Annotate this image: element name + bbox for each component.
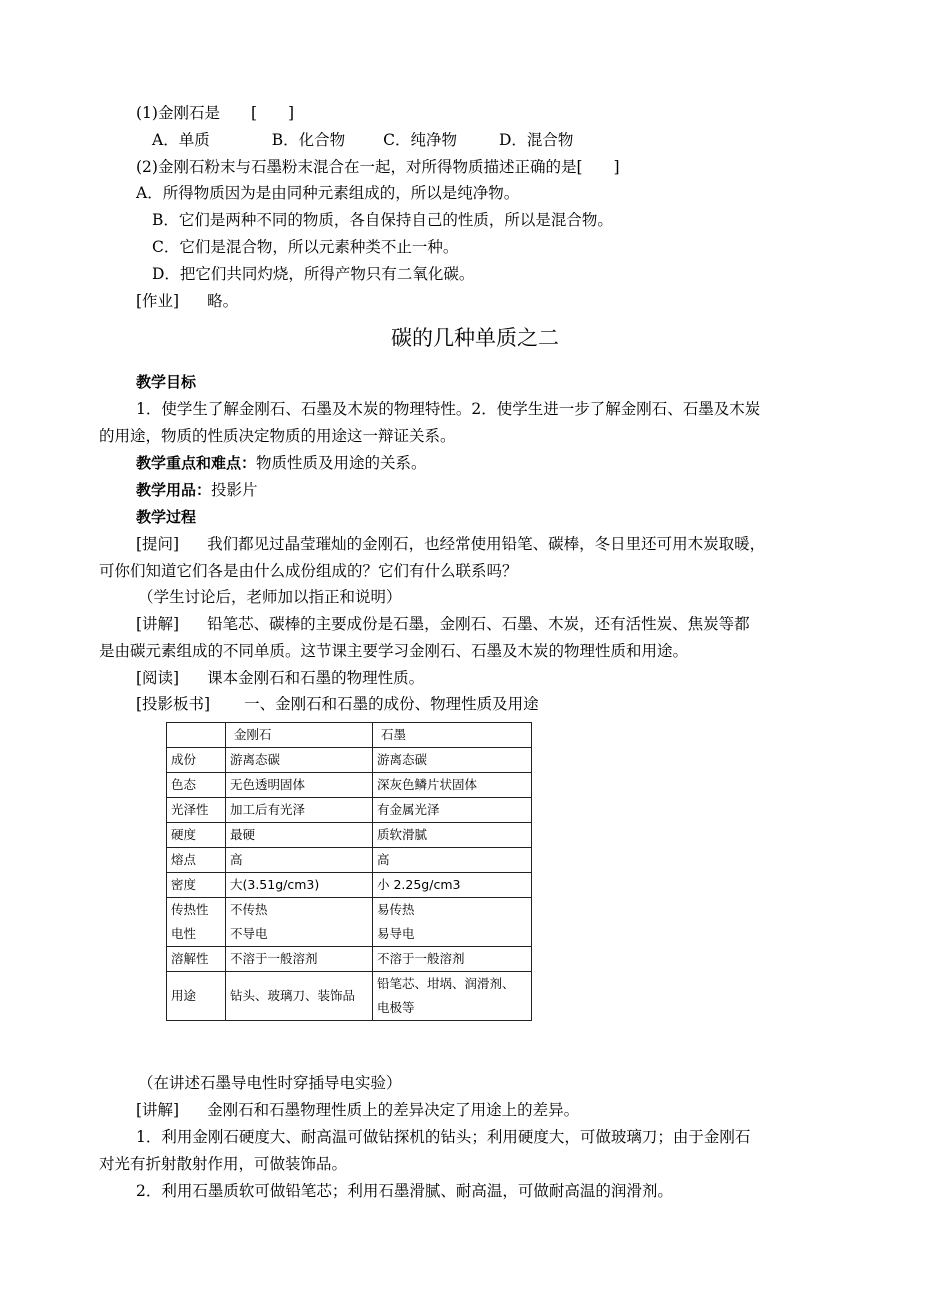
table-cell-graphite: 高 [373, 848, 532, 873]
table-cell-diamond-line-1: 不传热 [230, 902, 268, 917]
table-cell-diamond: 最硬 [226, 823, 373, 848]
table-cell-prop: 成份 [167, 748, 226, 773]
homework-tag: [作业] [136, 292, 180, 310]
tools-label: 教学用品： [136, 481, 212, 499]
q1-option-a: A．单质 [152, 131, 210, 149]
table-cell-prop: 用途 [167, 972, 226, 1021]
table-cell-graphite: 质软滑腻 [373, 823, 532, 848]
table-cell-diamond: 无色透明固体 [226, 773, 373, 798]
key-points-line [136, 453, 427, 473]
properties-table [166, 722, 532, 1021]
table-cell-prop-line-1: 传热性 [171, 902, 209, 917]
table-row [167, 823, 532, 848]
table-cell-diamond: 不溶于一般溶剂 [226, 947, 373, 972]
homework-text: 略。 [207, 292, 239, 310]
point-1-line-2: 对光有折射散射作用，可做装饰品。 [99, 1155, 348, 1173]
lecture2-line [136, 1100, 579, 1120]
question-1: (1)金刚石是 [ ] [136, 104, 295, 122]
table-cell-prop: 光泽性 [167, 798, 226, 823]
point-1-line-1: 1．利用金刚石硬度大、耐高温可做钻探机的钻头；利用硬度大，可做玻璃刀；由于金刚石 [136, 1128, 751, 1146]
table-cell-diamond: 加工后有光泽 [226, 798, 373, 823]
key-points-label: 教学重点和难点： [136, 454, 257, 472]
projection-line [136, 694, 539, 714]
table-cell-graphite-line-1: 易传热 [377, 902, 415, 917]
objectives-line-1: 1．使学生了解金刚石、石墨及木炭的物理特性。2．使学生进一步了解金刚石、石墨及木炭 [136, 400, 761, 418]
table-cell-graphite-line-1: 铅笔芯、坩埚、润滑剂、 [377, 976, 515, 991]
tools-line [136, 480, 258, 500]
table-cell-graphite-line-2: 电极等 [377, 1000, 415, 1015]
table-cell-prop-line-2: 电性 [171, 926, 197, 941]
lecture-text-1: 铅笔芯、碳棒的主要成份是石墨，金刚石、石墨、木炭，还有活性炭、焦炭等都 [207, 615, 750, 633]
table-cell-diamond: 大(3.51g/cm3) [226, 873, 373, 898]
table-cell-graphite [373, 972, 532, 1021]
table-cell-diamond: 高 [226, 848, 373, 873]
ask-line-1 [136, 534, 765, 554]
table-cell-prop: 溶解性 [167, 947, 226, 972]
objectives-line-2: 的用途，物质的性质决定物质的用途这一辩证关系。 [99, 427, 456, 445]
lecture-line-2: 是由碳元素组成的不同单质。这节课主要学习金刚石、石墨及木炭的物理性质和用途。 [99, 642, 689, 660]
key-points-text: 物质性质及用途的关系。 [256, 454, 427, 472]
lecture2-tag: [讲解] [136, 1101, 180, 1119]
table-row [167, 947, 532, 972]
table-cell-graphite: 深灰色鳞片状固体 [373, 773, 532, 798]
projection-text: 一、金刚石和石墨的成份、物理性质及用途 [244, 695, 539, 713]
q1-option-b: B．化合物 [271, 131, 346, 149]
table-cell-diamond [226, 898, 373, 947]
process-heading: 教学过程 [136, 508, 197, 526]
table-cell-diamond: 钻头、玻璃刀、装饰品 [226, 972, 373, 1021]
table-cell-prop: 色态 [167, 773, 226, 798]
lecture-line-1 [136, 614, 750, 634]
lecture2-text: 金刚石和石墨物理性质上的差异决定了用途上的差异。 [207, 1101, 580, 1119]
objectives-heading: 教学目标 [136, 373, 197, 391]
q2-option-c: C．它们是混合物，所以元素种类不止一种。 [152, 238, 459, 256]
q2-option-a: A．所得物质因为是由同种元素组成的，所以是纯净物。 [136, 184, 520, 202]
table-cell-graphite [373, 898, 532, 947]
table-header-row [167, 723, 532, 748]
table-row [167, 773, 532, 798]
point-2-line: 2．利用石墨质软可做铅笔芯；利用石墨滑腻、耐高温，可做耐高温的润滑剂。 [136, 1182, 673, 1200]
q1-option-c: C．纯净物 [383, 131, 457, 149]
table-row [167, 972, 532, 1021]
table-row [167, 848, 532, 873]
table-row [167, 873, 532, 898]
ask-tag: [提问] [136, 535, 180, 553]
table-cell-diamond-line-2: 不导电 [230, 926, 268, 941]
ask-text-1: 我们都见过晶莹璀灿的金刚石，也经常使用铅笔、碳棒，冬日里还可用木炭取暖， [207, 535, 766, 553]
q2-option-d: D．把它们共同灼烧，所得产物只有二氧化碳。 [152, 265, 475, 283]
table-row [167, 798, 532, 823]
read-line [136, 668, 424, 688]
q1-option-d: D．混合物 [498, 131, 574, 149]
lecture-tag: [讲解] [136, 615, 180, 633]
homework-line [136, 291, 238, 311]
table-cell-diamond: 游离态碳 [226, 748, 373, 773]
table-cell-graphite: 有金属光泽 [373, 798, 532, 823]
table-header-diamond: 金刚石 [226, 723, 373, 748]
table-header-graphite: 石墨 [373, 723, 532, 748]
q2-option-b: B．它们是两种不同的物质，各自保持自己的性质，所以是混合物。 [152, 211, 613, 229]
q1-options [152, 130, 573, 150]
question-2: (2)金刚石粉末与石墨粉末混合在一起，对所得物质描述正确的是[ ] [136, 158, 620, 176]
read-tag: [阅读] [136, 669, 180, 687]
table-header-blank [167, 723, 226, 748]
read-text: 课本金刚石和石墨的物理性质。 [207, 669, 425, 687]
table-row [167, 748, 532, 773]
table-cell-graphite: 不溶于一般溶剂 [373, 947, 532, 972]
section-title: 碳的几种单质之二 [391, 326, 559, 350]
table-cell-graphite: 游离态碳 [373, 748, 532, 773]
table-cell-prop [167, 898, 226, 947]
projection-tag: [投影板书] [136, 695, 211, 713]
ask-line-2: 可你们知道它们各是由什么成份组成的？它们有什么联系吗？ [99, 562, 518, 580]
table-cell-prop: 密度 [167, 873, 226, 898]
table-cell-prop: 硬度 [167, 823, 226, 848]
table-cell-prop: 熔点 [167, 848, 226, 873]
table-cell-graphite-line-2: 易导电 [377, 926, 415, 941]
discuss-note: （学生讨论后，老师加以指正和说明） [138, 588, 402, 606]
experiment-note: （在讲述石墨导电性时穿插导电实验） [138, 1074, 402, 1092]
table-cell-graphite: 小 2.25g/cm3 [373, 873, 532, 898]
tools-text: 投影片 [211, 481, 258, 499]
table-row [167, 898, 532, 947]
